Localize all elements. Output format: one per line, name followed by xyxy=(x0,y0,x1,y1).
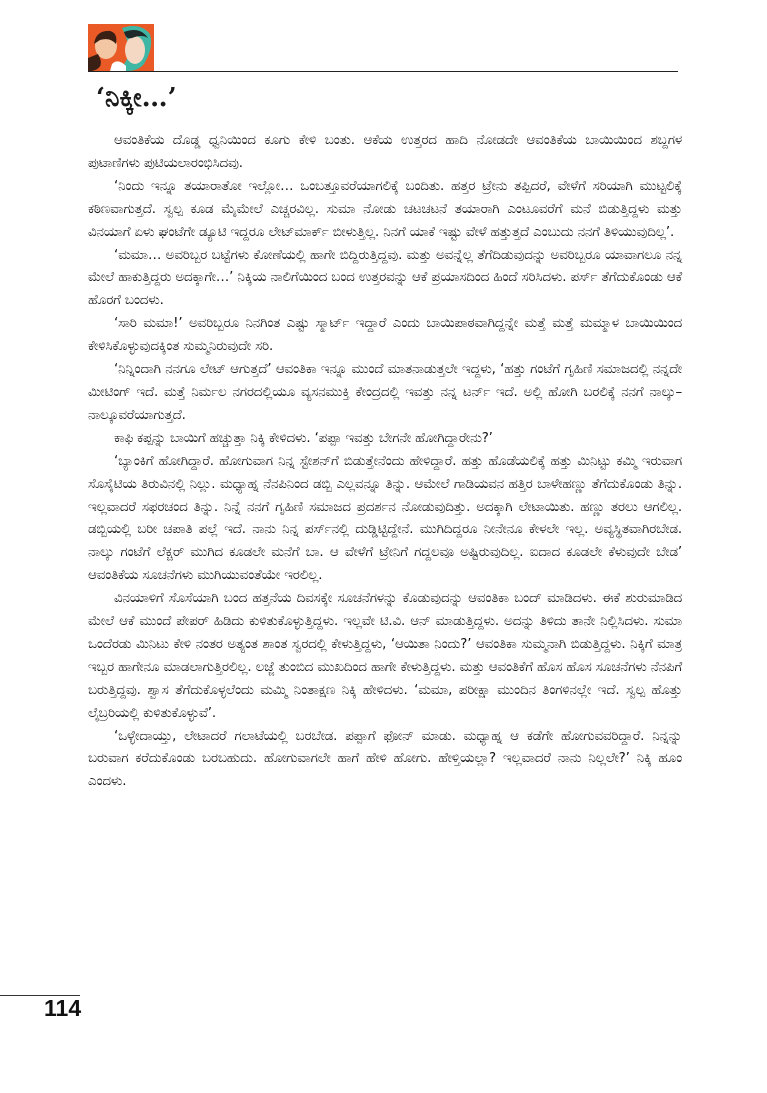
paragraph: ‘ಮಮಾ… ಅವರಿಬ್ಬರ ಬಟ್ಟೆಗಳು ಕೋಣೆಯಲ್ಲಿ ಹಾಗೇ ಬಿದ್ದಿರುತ್ತಿದ್ದವು. ಮತ್ತು ಅವನ್ನೆಲ್ಲ ತೆಗೆದಿಡುವುದನ್ನು ಅವರಿಬ್ಬರೂ ಯಾವಾಗಲೂ ನನ್ನ ಮೇಲೆ ಹಾಕುತ್ತಿದ್ದರು ಅದಕ್ಕಾಗೇ…’ ನಿಕ್ಕಿಯ ನಾಲಿಗೆಯಿಂದ ಬಂದ ಉತ್ತರವನ್ನು ಆಕೆ ಪ್ರಯಾಸದಿಂದ ಹಿಂದೆ ಸರಿಸಿದಳು. ಪರ್ಸ್ ತೆಗೆದುಕೊಂಡು ಆಕೆ ಹೊರಗೆ ಬಂದಳು. xyxy=(88,247,682,309)
paragraph: ಕಾಫಿ ಕಪ್ಪನ್ನು ಬಾಯಿಗೆ ಹಚ್ಚುತ್ತಾ ನಿಕ್ಕಿ ಕೇಳಿದಳು. ‘ಪಪ್ಪಾ ಇವತ್ತು ಬೇಗನೇ ಹೋಗಿದ್ದಾರೇನು?’ xyxy=(114,430,493,446)
story-body xyxy=(88,130,682,794)
page-number: 114 xyxy=(44,995,82,1021)
paragraph: ಆವಂತಿಕೆಯ ದೊಡ್ಡ ಧ್ವನಿಯಿಂದ ಕೂಗು ಕೇಳಿ ಬಂತು. ಆಕೆಯ ಉತ್ತರದ ಹಾದಿ ನೋಡದೇ ಆವಂತಿಕೆಯ ಬಾಯಿಯಿಂದ ಶಬ್ದಗಳ ಪುಟಾಣಿಗಳು ಪುಟಿಯಲಾರಂಭಿಸಿದವು. xyxy=(88,133,682,171)
story-title: ‘ನಿಕ್ಕೀ…’ xyxy=(96,83,177,113)
header-rule xyxy=(88,71,678,72)
paragraph: ‘ನಿಂದು ಇನ್ನೂ ತಯಾರಾತೋ ಇಲ್ಲೋ… ಒಂಬತ್ತೂವರೆಯಾಗಲಿಕ್ಕೆ ಬಂದಿತು. ಹತ್ತರ ಟ್ರೇನು ತಪ್ಪಿದರೆ, ವೇಳೆಗೆ ಸರಿಯಾಗಿ ಮುಟ್ಟಲಿಕ್ಕೆ ಕಠಿಣವಾಗುತ್ತದೆ. ಸ್ವಲ್ಪ ಕೂಡ ಮೈಮೇಲೆ ಎಚ್ಚರವಿಲ್ಲ. ಸುಮಾ ನೋಡು ಚಟಚಟನೆ ತಯಾರಾಗಿ ಎಂಟೂವರೆಗೆ ಮನೆ ಬಿಡುತ್ತಿದ್ದಳು ಮತ್ತು ವಿನಯಾಗೆ ಏಳು ಘಂಟೆಗೇ ಡ್ಯೂಟಿ ಇದ್ದರೂ ಲೇಟ್‌ಮಾರ್ಕ್ ಬೀಳುತ್ತಿಲ್ಲ. ನಿನಗೆ ಯಾಕೆ ಇಷ್ಟು ವೇಳೆ ಹತ್ತುತ್ತದೆ ಎಂಬುದು ನನಗೆ ತಿಳಿಯುವುದಿಲ್ಲ’. xyxy=(88,178,682,240)
paragraph: ‘ಒಳ್ಳೇದಾಯ್ತು, ಲೇಟಾದರೆ ಗಲಾಟೆಯಲ್ಲಿ ಬರಬೇಡ. ಪಪ್ಪಾಗೆ ಫೋನ್ ಮಾಡು. ಮಧ್ಯಾಹ್ನ ಆ ಕಡೆಗೇ ಹೋಗುವವರಿದ್ದಾರೆ. ನಿನ್ನನ್ನು ಬರುವಾಗ ಕರೆದುಕೊಂಡು ಬರಬಹುದು. ಹೋಗುವಾಗಲೇ ಹಾಗೆ ಹೇಳಿ ಹೋಗು. ಹೇಳ್ತಿಯಲ್ಲಾ? ಇಲ್ಲವಾದರೆ ನಾನು ನಿಲ್ಲಲೇ?’ ನಿಕ್ಕಿ ಹೂಂ ಎಂದಳು. xyxy=(88,728,682,790)
paragraph: ‘ನಿನ್ನಿಂದಾಗಿ ನನಗೂ ಲೇಟ್ ಆಗುತ್ತದೆ’ ಆವಂತಿಕಾ ಇನ್ನೂ ಮುಂದೆ ಮಾತನಾಡುತ್ತಲೇ ಇದ್ದಳು, ‘ಹತ್ತು ಗಂಟೆಗೆ ಗೃಹಿಣಿ ಸಮಾಜದಲ್ಲಿ ನನ್ನದೇ ಮೀಟಿಂಗ್ ಇದೆ. ಮತ್ತೆ ನಿರ್ಮಲ ನಗರದಲ್ಲಿಯೂ ವ್ಯಸನಮುಕ್ತಿ ಕೇಂದ್ರದಲ್ಲಿ ಇವತ್ತು ನನ್ನ ಟರ್ನ್ ಇದೆ. ಅಲ್ಲಿ ಹೋಗಿ ಬರಲಿಕ್ಕೆ ನನಗೆ ನಾಲ್ಕು–ನಾಲ್ಕೂವರೆಯಾಗುತ್ತದೆ. xyxy=(88,362,682,423)
paragraph: ‘ಸಾರಿ ಮಮಾ!’ ಅವರಿಬ್ಬರೂ ನಿನಗಿಂತ ಎಷ್ಟು ಸ್ಮಾರ್ಟ್ ಇದ್ದಾರೆ ಎಂದು ಬಾಯಿಪಾಠವಾಗಿದ್ದನ್ನೇ ಮತ್ತೆ ಮತ್ತೆ ಮಮ್ಮಾಳ ಬಾಯಿಯಿಂದ ಕೇಳಿಸಿಕೊಳ್ಳುವುದಕ್ಕಿಂತ ಸುಮ್ಮನಿರುವುದೇ ಸರಿ. xyxy=(88,316,682,355)
magazine-logo xyxy=(88,24,154,71)
paragraph: ‘ಬ್ಯಾಂಕಿಗೆ ಹೋಗಿದ್ದಾರೆ. ಹೋಗುವಾಗ ನಿನ್ನ ಸ್ಟೇಶನ್‌ಗೆ ಬಿಡುತ್ತೇನೆಂದು ಹೇಳಿದ್ದಾರೆ. ಹತ್ತು ಹೊಡೆಯಲಿಕ್ಕೆ ಹತ್ತು ಮಿನಿಟ್ಟು ಕಮ್ಮಿ ಇರುವಾಗ ಸೊಸೈಟಿಯ ತಿರುವಿನಲ್ಲಿ ನಿಲ್ಲು. ಮಧ್ಯಾಹ್ನ ನೆನಪಿನಿಂದ ಡಬ್ಬಿ ಎಲ್ಲವನ್ನೂ ತಿನ್ನು. ಆಮೇಲೆ ಗಾಡಿಯವನ ಹತ್ತಿರ ಬಾಳೇಹಣ್ಣು ತೆಗೆದುಕೊಂಡು ತಿನ್ನು. ಇಲ್ಲವಾದರೆ ಸಫರಚಂದ ತಿನ್ನು. ನಿನ್ನೆ ನನಗೆ ಗೃಹಿಣಿ ಸಮಾಜದ ಪ್ರದರ್ಶನ ನೋಡುವುದಿತ್ತು. ಅದಕ್ಕಾಗಿ ಲೇಟಾಯಿತು. ಹಣ್ಣು ತರಲು ಆಗಲಿಲ್ಲ. ಡಬ್ಬಿಯಲ್ಲಿ ಬರೀ ಚಪಾತಿ ಪಲ್ಲೆ ಇದೆ. ನಾನು ನಿನ್ನ ಪರ್ಸ್‌ನಲ್ಲಿ ದುಡ್ಡಿಟ್ಟಿದ್ದೇನೆ. ಮುಗಿದಿದ್ದರೂ ನೀನೇನೂ ಕೇಳಲೇ ಇಲ್ಲ. ಅವ್ಯಸ್ಥಿತವಾಗಿರಬೇಡ. ನಾಲ್ಕು ಗಂಟೆಗೆ ಲೆಕ್ಚರ್ ಮುಗಿದ ಕೂಡಲೇ ಮನೆಗೆ ಬಾ. ಆ ವೇಳೆಗೆ ಟ್ರೇನಿಗೆ ಗದ್ದಲವೂ ಅಷ್ಟಿರುವುದಿಲ್ಲ. ಐದಾದ ಕೂಡಲೇ ಕೆಳುವುದೇ ಬೇಡ’ ಆವಂತಿಕೆಯ ಸೂಚನೆಗಳು ಮುಗಿಯುವಂತೆಯೇ ಇರಲಿಲ್ಲ. xyxy=(88,453,682,584)
illustrated-faces-logo-icon xyxy=(88,24,154,71)
paragraph: ವಿನಯಾಳಿಗೆ ಸೊಸೆಯಾಗಿ ಬಂದ ಹತ್ತನೆಯ ದಿವಸಕ್ಕೇ ಸೂಚನೆಗಳನ್ನು ಕೊಡುವುದನ್ನು ಆವಂತಿಕಾ ಬಂದ್ ಮಾಡಿದಳು. ಈಕೆ ಶುರುಮಾಡಿದ ಮೇಲೆ ಆಕೆ ಮುಂದೆ ಪೇಪರ್ ಹಿಡಿದು ಕುಳಿತುಕೊಳ್ಳುತ್ತಿದ್ದಳು. ಇಲ್ಲವೇ ಟಿ.ವಿ. ಆನ್ ಮಾಡುತ್ತಿದ್ದಳು. ಅದನ್ನು ತಿಳಿದು ತಾನೇ ನಿಲ್ಲಿಸಿದಳು. ಸುಮಾ ಒಂದೆರಡು ಮಿನಿಟು ಕೇಳಿ ನಂತರ ಅತ್ಯಂತ ಶಾಂತ ಸ್ವರದಲ್ಲಿ ಕೇಳುತ್ತಿದ್ದಳು, ‘ಆಯಿತಾ ನಿಂದು?’ ಆವಂತಿಕಾ ಸುಮ್ಮನಾಗಿ ಬಿಡುತ್ತಿದ್ದಳು. ನಿಕ್ಕಿಗೆ ಮಾತ್ರ ಇಬ್ಬರ ಹಾಗೇನೂ ಮಾಡಲಾಗುತ್ತಿರಲಿಲ್ಲ. ಲಜ್ಜೆ ತುಂಬಿದ ಮುಖದಿಂದ ಹಾಗೇ ಕೇಳುತ್ತಿದ್ದಳು. ಮತ್ತು ಆವಂತಿಕೆಗೆ ಹೊಸ ಹೊಸ ಸೂಚನೆಗಳು ನೆನಪಿಗೆ ಬರುತ್ತಿದ್ದವು. ಶ್ವಾಸ ತೆಗೆದುಕೊಳ್ಳಲೆಂದು ಮಮ್ಮಿ ನಿಂತಾಕ್ಷಣ ನಿಕ್ಕಿ ಹೇಳಿದಳು. ‘ಮಮಾ, ಪರೀಕ್ಷಾ ಮುಂದಿನ ತಿಂಗಳಿನಲ್ಲೇ ಇದೆ. ಸ್ವಲ್ಪ ಹೊತ್ತು ಲೈಬ್ರರಿಯಲ್ಲಿ ಕುಳಿತುಕೊಳ್ಳುವೆ’. xyxy=(88,591,682,721)
